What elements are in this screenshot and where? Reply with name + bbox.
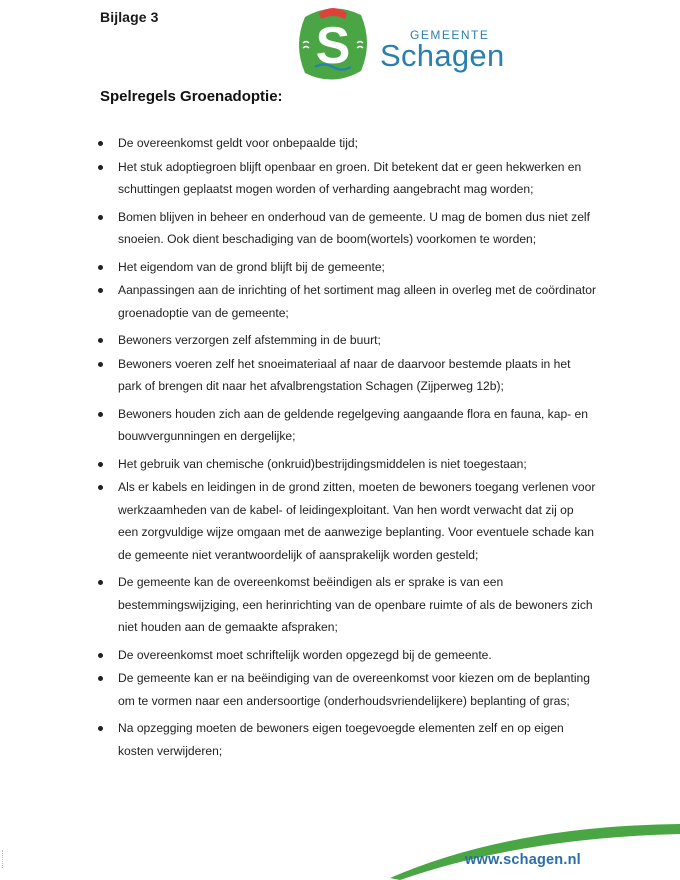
list-item: Na opzegging moeten de bewoners eigen toegevoegde elementen zelf en op eigen kosten verwijderen;	[96, 717, 596, 762]
list-item: Bewoners houden zich aan de geldende regelgeving aangaande flora en fauna, kap- en bouwvergunningen en dergelijke;	[96, 403, 596, 448]
list-item: Als er kabels en leidingen in de grond zitten, moeten de bewoners toegang verlenen voor werkzaamheden van de kabel- of leidingexploitant. Van hen wordt verwacht dat zij op een zorgvuldige wijze omgaan met de aanwezige beplanting. Voor eventuele schade kan de gemeente niet verantwoordelijk of aansprakelijk worden gesteld;	[96, 476, 596, 566]
logo-s-glyph: S	[315, 17, 351, 75]
list-item: Bomen blijven in beheer en onderhoud van de gemeente. U mag de bomen dus niet zelf snoeien. Ook dient beschadiging van de boom(wortels) voorkomen te worden;	[96, 206, 596, 251]
logo-gemeente-text: GEMEENTE	[410, 28, 490, 42]
list-item: De gemeente kan de overeenkomst beëindigen als er sprake is van een bestemmingswijziging, een herinrichting van de openbare ruimte of als de bewoners zich niet houden aan de gemaakte afspraken;	[96, 571, 596, 639]
list-item: Het gebruik van chemische (onkruid)bestrijdingsmiddelen is niet toegestaan;	[96, 453, 596, 476]
list-item: De gemeente kan er na beëindiging van de overeenkomst voor kiezen om de beplanting om te vormen naar een andersoortige (onderhoudsvriendelijkere) beplanting of gras;	[96, 667, 596, 712]
logo-schagen-text: Schagen	[380, 38, 505, 73]
list-item: Aanpassingen aan de inrichting of het sortiment mag alleen in overleg met de coördinator groenadoptie van de gemeente;	[96, 279, 596, 324]
list-item: De overeenkomst moet schriftelijk worden opgezegd bij de gemeente.	[96, 644, 596, 667]
rules-list	[96, 132, 596, 763]
list-item: Het eigendom van de grond blijft bij de gemeente;	[96, 256, 596, 279]
list-item: Bewoners verzorgen zelf afstemming in de buurt;	[96, 329, 596, 352]
margin-mark	[2, 850, 9, 868]
list-item: De overeenkomst geldt voor onbepaalde tijd;	[96, 132, 596, 155]
list-item: Het stuk adoptiegroen blijft openbaar en groen. Dit betekent dat er geen hekwerken en schuttingen geplaatst mogen worden of verharding aangebracht mag worden;	[96, 156, 596, 201]
appendix-label: Bijlage 3	[100, 9, 159, 25]
list-item: Bewoners voeren zelf het snoeimateriaal af naar de daarvoor bestemde plaats in het park of brengen dit naar het afvalbrengstation Schagen (Zijperweg 12b);	[96, 353, 596, 398]
page-title: Spelregels Groenadoptie:	[100, 88, 283, 105]
footer-url: www.schagen.nl	[465, 852, 581, 868]
footer-swoosh-icon	[390, 816, 680, 880]
